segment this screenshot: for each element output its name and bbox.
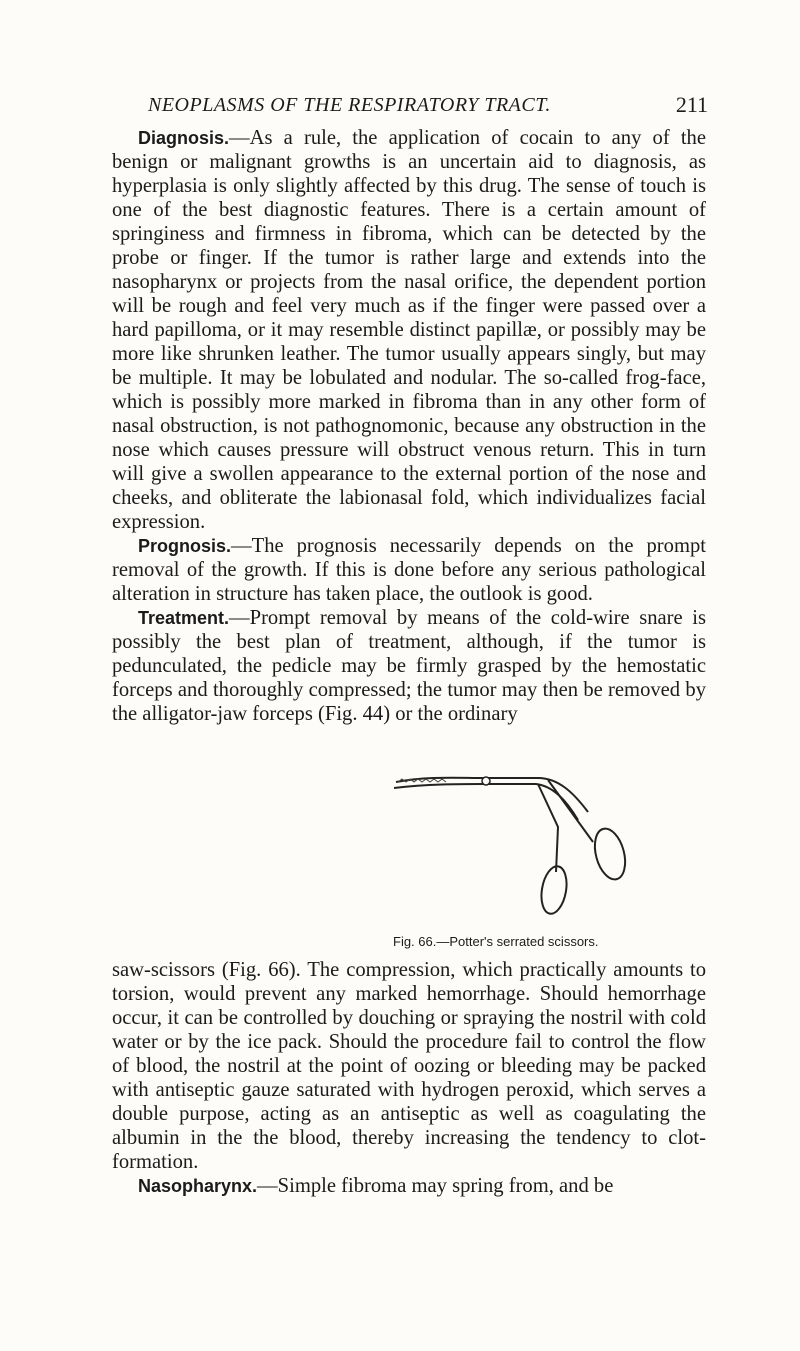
running-head: NEOPLASMS OF THE RESPIRATORY TRACT. (148, 93, 551, 116)
nasopharynx-text: —Simple fibroma may spring from, and be (257, 1175, 614, 1197)
scissors-shank-left (538, 784, 558, 872)
nasopharynx-paragraph (112, 1174, 706, 1198)
page-header (148, 88, 708, 122)
treatment-text: —Prompt removal by means of the cold-wire snare is possibly the best plan of treatment, although, if the tumor is pedunculated, the pedicle may be firmly grasped by the hemostatic forceps and thoroughly compressed; the tumor may then be removed by the alligator-jaw forceps (Fig. 44) or the ordinary (112, 607, 706, 725)
continuation-text: saw-scissors (Fig. 66). The compression, which practically amounts to torsion, would prevent any marked hemorrhage. Should hemorrhage occur, it can be controlled by douching or spraying the nostril with cold water or by the ice pack. Should the procedure fail to control the flow of blood, the nostril at the point of oozing or bleeding may be packed with antiseptic gauze saturated with hydrogen peroxid, which serves a double purpose, acting as an antiseptic as well as coagulating the albumin in the the blood, thereby increasing the tendency to clot-formation. (112, 959, 706, 1173)
nasopharynx-heading: Nasopharynx. (138, 1176, 258, 1196)
treatment-paragraph (112, 606, 706, 726)
scissors-finger-ring-right (590, 825, 631, 882)
body-text-upper (112, 126, 706, 726)
diagnosis-paragraph (112, 126, 706, 534)
prognosis-paragraph (112, 534, 706, 606)
treatment-heading: Treatment. (138, 608, 230, 628)
body-text-lower (112, 958, 706, 1198)
continuation-paragraph (112, 958, 706, 1174)
scissors-blade-lower (394, 784, 578, 820)
page-number: 211 (675, 92, 708, 117)
scissors-finger-ring-left (538, 864, 570, 915)
prognosis-text: —The prognosis necessarily depends on the prompt removal of the growth. If this is done before any serious pathological alteration in structure has taken place, the outlook is good. (112, 535, 706, 605)
diagnosis-text: —As a rule, the application of cocain to any of the benign or malignant growths is an uncertain aid to diagnosis, as hyperplasia is only slightly affected by this drug. The sense of touch is one of the best diagnostic features. There is a certain amount of springiness and firmness in fibroma, which can be detected by the probe or finger. If the tumor is rather large and extends into the nasopharynx or projects from the nasal orifice, the dependent portion will be rough and feel very much as if the finger were passed over a hard papilloma, or it may resemble distinct papillæ, or possibly may be more like shrunken leather. The tumor usually appears singly, but may be multiple. It may be lobulated and nodular. The so-called frog-face, which is possibly more marked in fibroma than in any other form of nasal obstruction, is not pathognomonic, because any obstruction in the nose which causes pressure will obstruct venous return. This in turn will give a swollen appearance to the external portion of the nose and cheeks, and obliterate the labionasal fold, which individualizes facial expression. (112, 127, 706, 533)
figure-caption: Fig. 66.—Potter's serrated scissors. (393, 934, 599, 949)
diagnosis-heading: Diagnosis. (138, 128, 230, 148)
prognosis-heading: Prognosis. (138, 536, 232, 556)
potters-serrated-scissors-illustration (388, 772, 648, 922)
scissors-pivot (482, 777, 490, 785)
